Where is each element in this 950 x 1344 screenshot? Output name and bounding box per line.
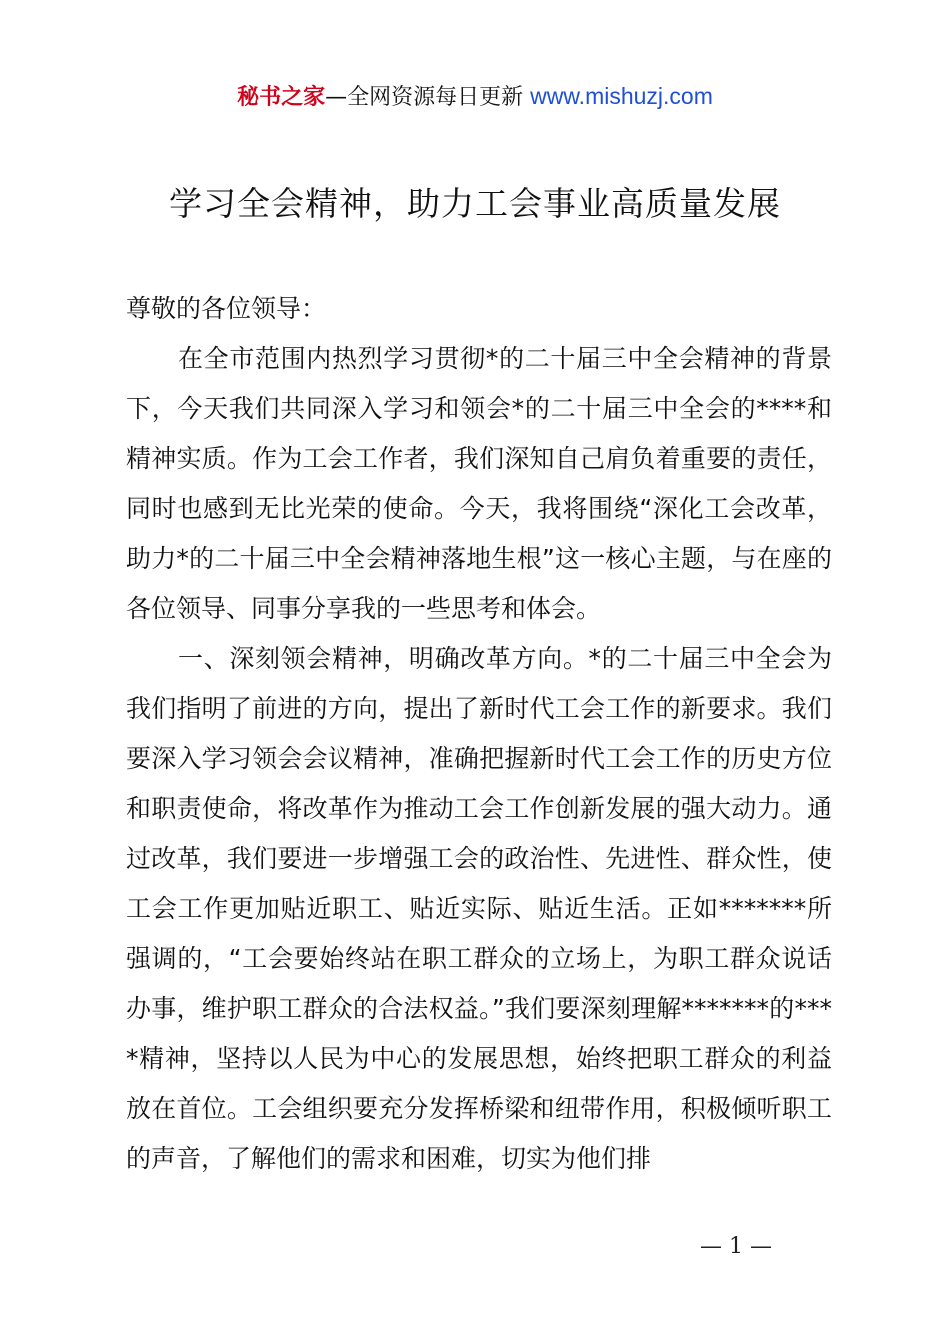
document-body	[126, 284, 832, 1184]
paragraph: 在全市范围内热烈学习贯彻*的二十届三中全会精神的背景下，今天我们共同深入学习和领会*的二十届三中全会的****和精神实质。作为工会工作者，我们深知自己肩负着重要的责任，同时也感到无比光荣的使命。今天，我将围绕“深化工会改革，助力*的二十届三中全会精神落地生根”这一核心主题，与在座的各位领导、同事分享我的一些思考和体会。	[126, 344, 832, 623]
salutation: 尊敬的各位领导：	[126, 294, 327, 323]
document-title: 学习全会精神，助力工会事业高质量发展	[169, 184, 781, 223]
paragraph: 一、深刻领会精神，明确改革方向。*的二十届三中全会为我们指明了前进的方向，提出了新时代工会工作的新要求。我们要深入学习领会会议精神，准确把握新时代工会工作的历史方位和职责使命，将改革作为推动工会工作创新发展的强大动力。通过改革，我们要进一步增强工会的政治性、先进性、群众性，使工会工作更加贴近职工、贴近实际、贴近生活。正如*******所强调的，“工会要始终站在职工群众的立场上，为职工群众说话办事，维护职工群众的合法权益。”我们要深刻理解*******的****精神，坚持以人民为中心的发展思想，始终把职工群众的利益放在首位。工会组织要充分发挥桥梁和纽带作用，积极倾听职工的声音，了解他们的需求和困难，切实为他们排	[126, 644, 832, 1173]
site-brand: 秘书之家	[237, 85, 326, 110]
page-number: — 1 —	[700, 1234, 772, 1259]
site-tagline: —全网资源每日更新	[325, 85, 524, 110]
site-header	[0, 80, 950, 114]
site-url-link[interactable]: www.mishuzj.com	[530, 83, 713, 109]
